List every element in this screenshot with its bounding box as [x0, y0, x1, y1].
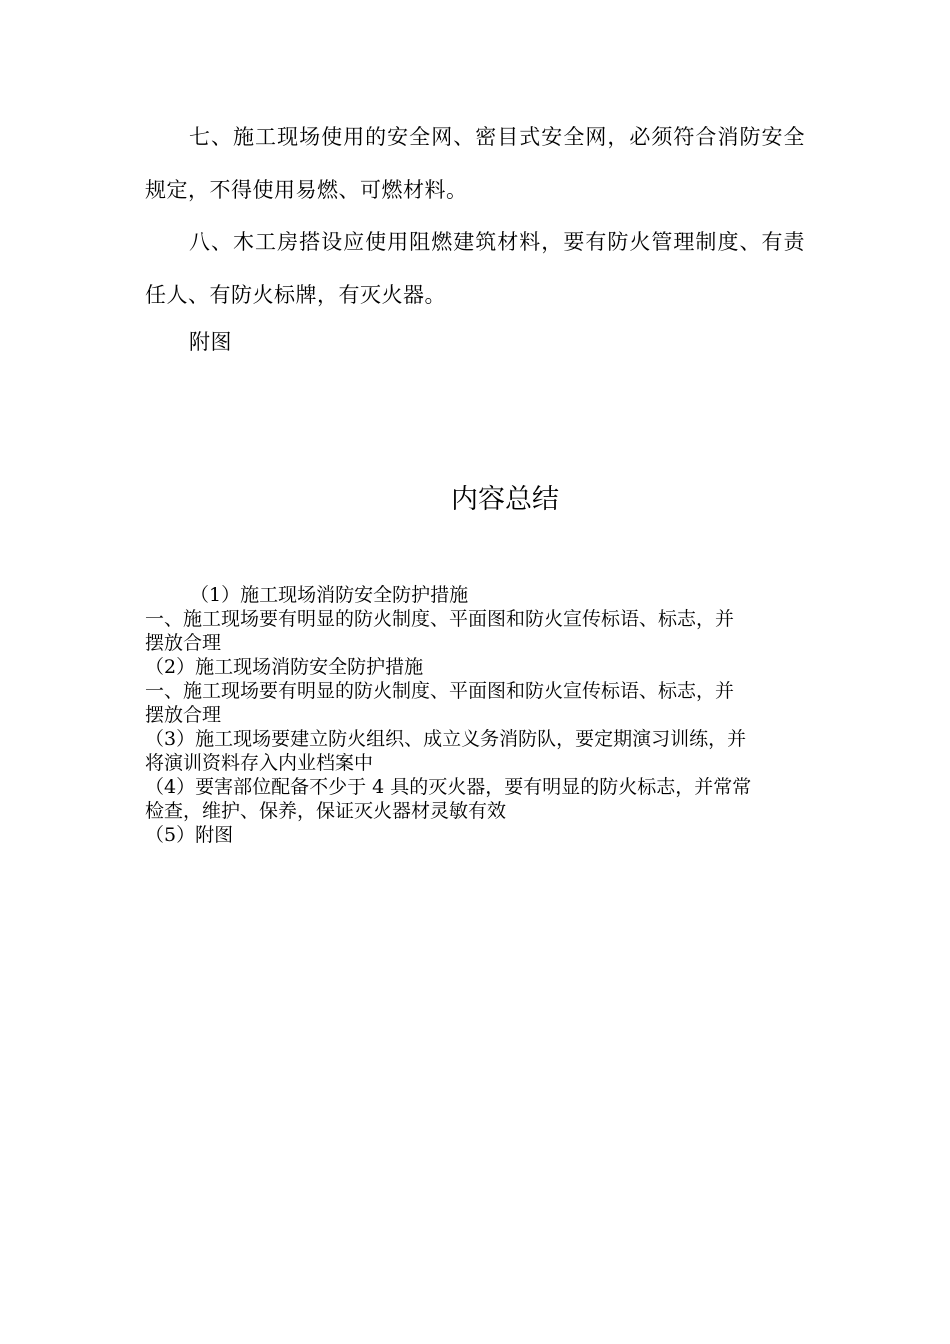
paragraph-seven: 七、施工现场使用的安全网、密目式安全网，必须符合消防安全规定，不得使用易燃、可燃材料。 [145, 125, 805, 202]
summary-line: （1）施工现场消防安全防护措施 [190, 584, 469, 606]
summary-line: 检查，维护、保养，保证灭火器材灵敏有效 [145, 800, 507, 822]
summary-line: 摆放合理 [145, 704, 222, 726]
summary-line: 一、施工现场要有明显的防火制度、平面图和防火宣传标语、标志，并 [145, 608, 735, 630]
summary-line: 将演训资料存入内业档案中 [145, 752, 374, 774]
summary-line: 一、施工现场要有明显的防火制度、平面图和防火宣传标语、标志，并 [145, 680, 735, 702]
summary-line: （2）施工现场消防安全防护措施 [145, 656, 424, 678]
summary-block [145, 583, 805, 847]
summary-line: （5）附图 [145, 824, 234, 846]
paragraph-attachment: 附图 [189, 330, 232, 354]
summary-line: （3）施工现场要建立防火组织、成立义务消防队，要定期演习训练，并 [145, 728, 747, 750]
summary-line: 摆放合理 [145, 632, 222, 654]
paragraph-eight: 八、木工房搭设应使用阻燃建筑材料，要有防火管理制度、有责任人、有防火标牌，有灭火器。 [145, 230, 805, 307]
summary-title: 内容总结 [451, 484, 559, 515]
summary-line: （4）要害部位配备不少于 4 具的灭火器，要有明显的防火标志，并常常 [145, 776, 752, 798]
